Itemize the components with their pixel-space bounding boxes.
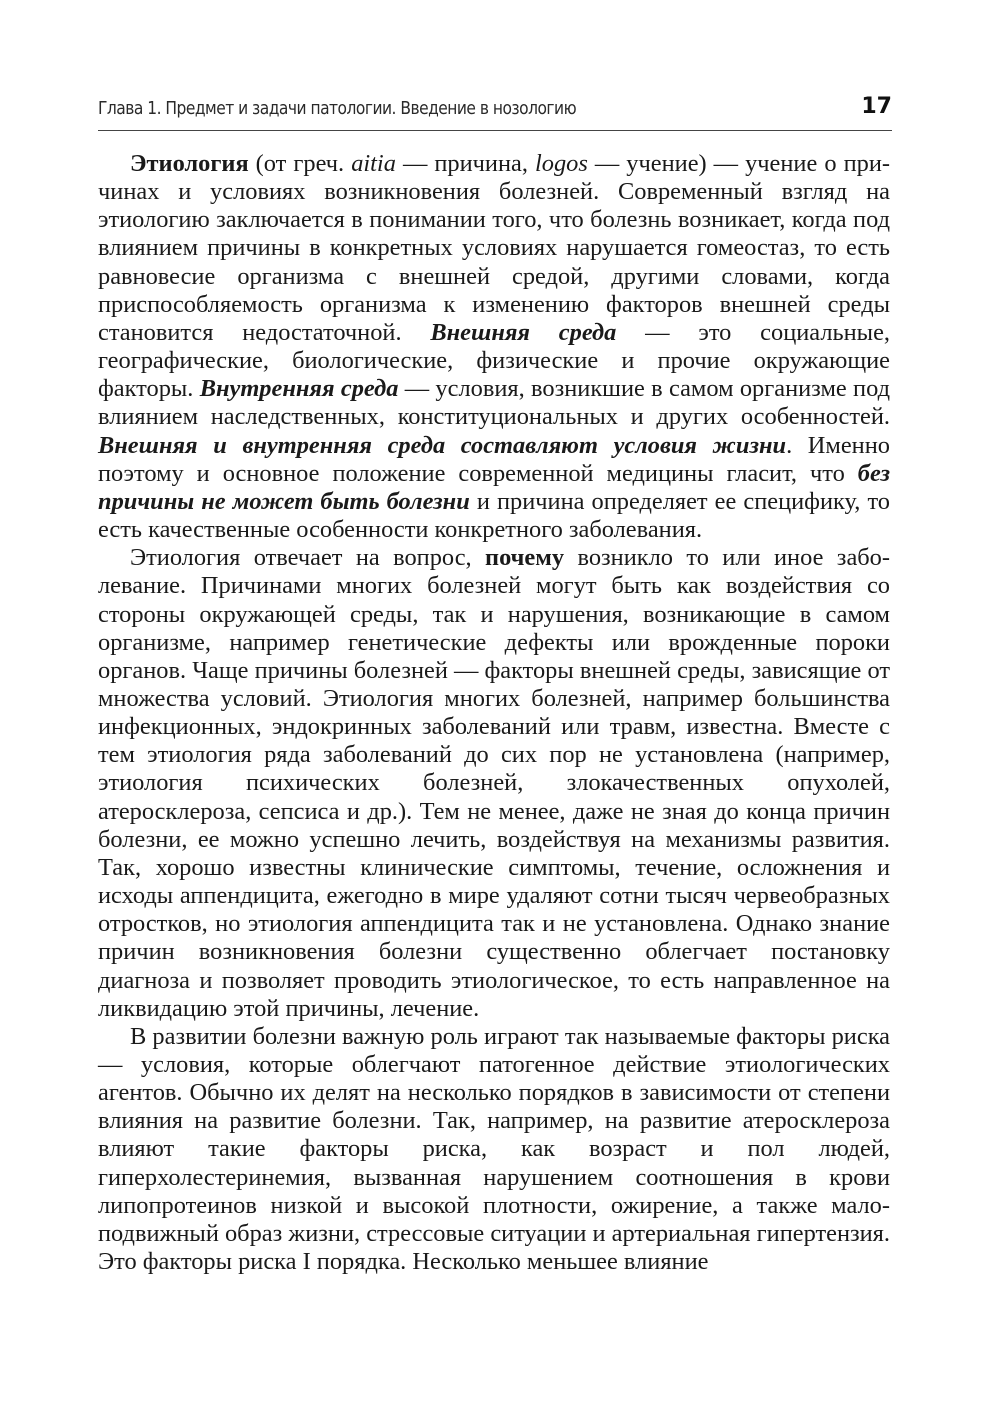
run: Внешняя и внутренняя среда составляют условия жизни <box>98 431 787 459</box>
run: Этиология <box>130 150 249 177</box>
run: — причина, <box>395 150 535 177</box>
run: и причина определяет ее специфику, то есть качественные особенности конкретного заболевания. <box>98 487 890 544</box>
page-number: 17 <box>861 94 892 119</box>
chapter-title: Глава 1. Предмет и задачи патологии. Введение в нозологию <box>98 98 577 119</box>
run: Этиология отвечает на вопрос, <box>130 544 486 572</box>
header-rule <box>98 130 892 131</box>
running-header <box>98 92 892 132</box>
run: — условия, возникшие в самом организме под влиянием наследственных, конституциональных и других особенностей. <box>98 375 891 431</box>
paragraph-etiology-definition <box>98 150 890 544</box>
run: возникло то или иное заболевание. Причинами многих болезней могут быть как воздействия со стороны окружающей среды, так и нарушения, возникающие в самом организме, например генетические дефекты или врожденные пороки органов. Чаще причины болезней — факторы внешней среды, зависящие от множества условий. Этиология многих болезней, например большинства инфекционных, эндокринных заболеваний или травм, известна. Вместе с тем этиология ряда заболеваний до сих пор не установлена (например, этиология психических болезней, злокачественных опухолей, атеросклероза, сепсиса и др.). Тем не менее, даже не зная до конца причин болезни, ее можно успешно лечить, воздействуя на механизмы развития. Так, хорошо известны клинические симптомы, течение, осложнения и исходы аппендицита, ежегодно в мире удаляют сотни тысяч червеобразных отростков, но этиология аппендицита так и не установлена. Однако знание причин возникновения болезни существенно облегчает постановку диагноза и позволяет проводить этиологическое, то есть направленное на ликвидацию этой причины, лечение. <box>98 544 890 1022</box>
run: Внутренняя среда <box>199 375 399 403</box>
body-text <box>98 150 890 1276</box>
run: Внешняя среда <box>430 318 617 346</box>
run: почему <box>485 544 565 572</box>
paragraph-etiology-question <box>98 544 890 1023</box>
run: без причины не может быть болезни <box>98 459 890 515</box>
paragraph-risk-factors <box>98 1023 890 1276</box>
run: — учение) — учение о причинах и условиях возникновения болезней. Современный взгляд на этиологию заключается в понимании того, что болезнь возникает, когда под влиянием причины в конкретных условиях нарушается гомеостаз, то есть равновесие организма с внешней средой, другими словами, когда приспособляемость организма к изменению факторов внешней среды становится недостаточной. <box>98 150 890 346</box>
run: logos <box>535 150 588 177</box>
run: В развитии болезни важную роль играют так называемые факторы риска — условия, которые облегчают патогенное действие этиологических агентов. Обычно их делят на несколько порядков в зависимости от степени влияния на развитие болезни. Так, например, на развитие атеросклероза влияют такие факторы риска, как возраст и пол людей, гиперхолестеринемия, вызванная нарушением соотношения в крови липопротеинов низкой и высокой плотности, ожирение, а также малоподвижный образ жизни, стрессовые ситуации и артериальная гипертензия. Это факторы риска I порядка. Несколько меньшее влияние <box>98 1022 890 1276</box>
run: (от греч. <box>248 150 352 177</box>
run: aitia <box>351 150 396 177</box>
run: . Именно поэтому и основное положение современной медицины гласит, что <box>98 431 890 487</box>
run: — это социальные, географические, биологические, физические и прочие окружающие факторы. <box>98 318 890 403</box>
